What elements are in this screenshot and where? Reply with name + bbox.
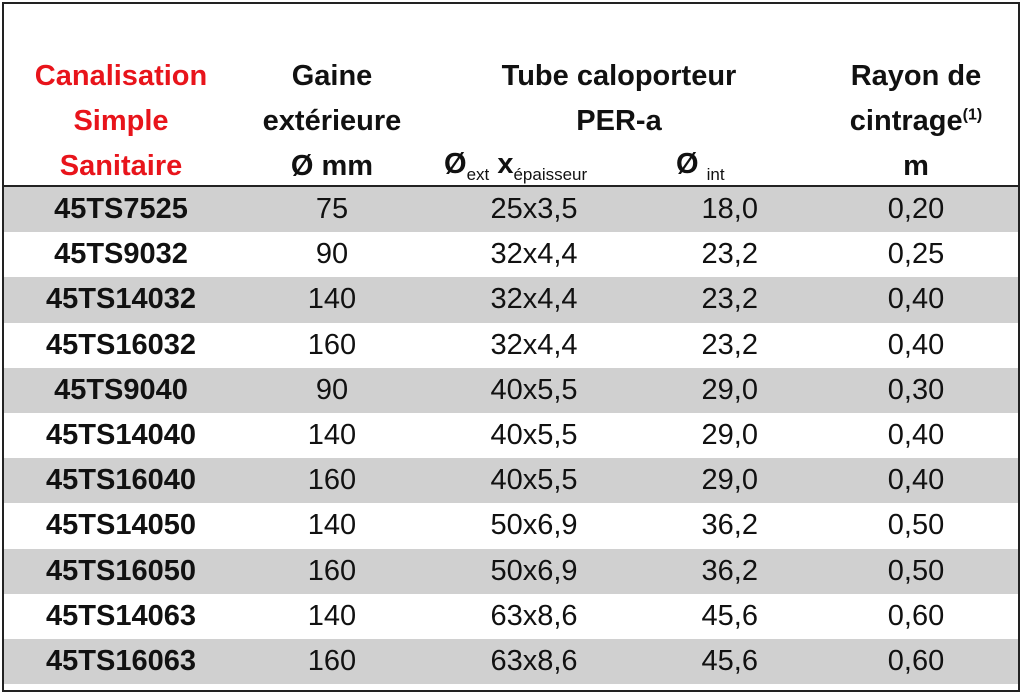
table-row	[4, 368, 1018, 413]
table-row	[4, 594, 1018, 639]
header-col1-line1: Canalisation	[34, 60, 208, 92]
header-col2-line3: Ø mm	[290, 150, 374, 182]
inner-diameter-cell: 23,2	[701, 328, 758, 361]
header-col3-line1: Tube caloporteur	[501, 60, 737, 92]
dimension-cell: 40x5,5	[490, 373, 578, 406]
dimension-cell: 40x5,5	[490, 464, 578, 497]
table-row	[4, 639, 1018, 684]
inner-diameter-cell: 45,6	[701, 644, 758, 677]
table-row	[4, 413, 1018, 458]
diameter-symbol: Ø	[676, 148, 699, 180]
gaine-cell: 160	[307, 464, 357, 497]
dimension-cell: 32x4,4	[490, 328, 578, 361]
table-row	[4, 187, 1018, 232]
reference-cell: 45TS9032	[54, 238, 188, 271]
radius-cell: 0,50	[887, 509, 945, 542]
dimension-cell: 25x3,5	[490, 193, 578, 225]
dimension-cell: 50x6,9	[490, 554, 578, 587]
inner-diameter-cell: 29,0	[701, 464, 758, 497]
inner-diameter-cell: 29,0	[701, 373, 758, 406]
header-col3-line2: PER-a	[576, 105, 662, 137]
radius-cell: 0,30	[887, 373, 945, 406]
gaine-cell: 140	[307, 599, 357, 632]
inner-diameter-cell: 23,2	[701, 238, 758, 271]
thickness-subscript: épaisseur	[513, 165, 588, 184]
reference-cell: 45TS9040	[54, 373, 188, 406]
gaine-cell: 90	[315, 238, 349, 271]
dimension-cell: 32x4,4	[490, 283, 578, 316]
reference-cell: 45TS16032	[46, 328, 196, 361]
reference-cell: 45TS7525	[54, 193, 188, 225]
radius-cell: 0,60	[887, 644, 945, 677]
radius-cell: 0,60	[887, 599, 945, 632]
header-col4-line2	[850, 99, 982, 143]
header-col1-line3: Sanitaire	[59, 150, 183, 182]
radius-cell: 0,40	[887, 464, 945, 497]
dimension-cell: 50x6,9	[490, 509, 578, 542]
int-subscript: int	[706, 165, 725, 184]
table-row	[4, 232, 1018, 277]
header-col1-line2: Simple	[73, 105, 169, 137]
gaine-cell: 75	[315, 193, 349, 225]
table-row	[4, 549, 1018, 594]
table-row	[4, 503, 1018, 548]
radius-cell: 0,25	[887, 238, 945, 271]
times-symbol: x	[497, 148, 514, 180]
gaine-cell: 160	[307, 328, 357, 361]
gaine-cell: 160	[307, 644, 357, 677]
header-col3-sub-int	[676, 142, 725, 190]
reference-cell: 45TS16050	[46, 554, 196, 587]
inner-diameter-cell: 36,2	[701, 554, 758, 587]
inner-diameter-cell: 23,2	[701, 283, 758, 316]
table-row	[4, 458, 1018, 503]
radius-cell: 0,40	[887, 418, 945, 451]
inner-diameter-cell: 36,2	[701, 509, 758, 542]
table-header	[4, 4, 1018, 185]
dimension-cell: 63x8,6	[490, 599, 578, 632]
header-col2-line2: extérieure	[262, 105, 402, 137]
reference-cell: 45TS16040	[46, 464, 196, 497]
header-col3-sub-ext	[444, 142, 587, 190]
table-row	[4, 323, 1018, 368]
dimension-cell: 63x8,6	[490, 644, 578, 677]
header-col4-line1: Rayon de	[850, 60, 982, 92]
gaine-cell: 140	[307, 283, 357, 316]
header-col2-line1: Gaine	[291, 60, 373, 92]
header-col4-line3: m	[903, 150, 929, 182]
radius-cell: 0,20	[887, 193, 945, 225]
ext-subscript: ext	[466, 165, 490, 184]
inner-diameter-cell: 29,0	[701, 418, 758, 451]
dimension-cell: 40x5,5	[490, 418, 578, 451]
reference-cell: 45TS14040	[46, 418, 196, 451]
inner-diameter-cell: 45,6	[701, 599, 758, 632]
gaine-cell: 140	[307, 509, 357, 542]
diameter-symbol: Ø	[444, 148, 467, 180]
radius-cell: 0,50	[887, 554, 945, 587]
gaine-cell: 90	[315, 373, 349, 406]
table-body	[4, 187, 1018, 684]
reference-cell: 45TS14063	[46, 599, 196, 632]
table-row	[4, 277, 1018, 322]
reference-cell: 45TS14050	[46, 509, 196, 542]
radius-cell: 0,40	[887, 283, 945, 316]
reference-cell: 45TS16063	[46, 644, 196, 677]
dimension-cell: 32x4,4	[490, 238, 578, 271]
radius-cell: 0,40	[887, 328, 945, 361]
pipe-spec-table	[2, 2, 1020, 692]
reference-cell: 45TS14032	[46, 283, 196, 316]
inner-diameter-cell: 18,0	[701, 193, 758, 225]
gaine-cell: 140	[307, 418, 357, 451]
header-col4-cintrage: cintrage	[849, 105, 963, 137]
gaine-cell: 160	[307, 554, 357, 587]
footnote-marker: (1)	[962, 106, 983, 124]
